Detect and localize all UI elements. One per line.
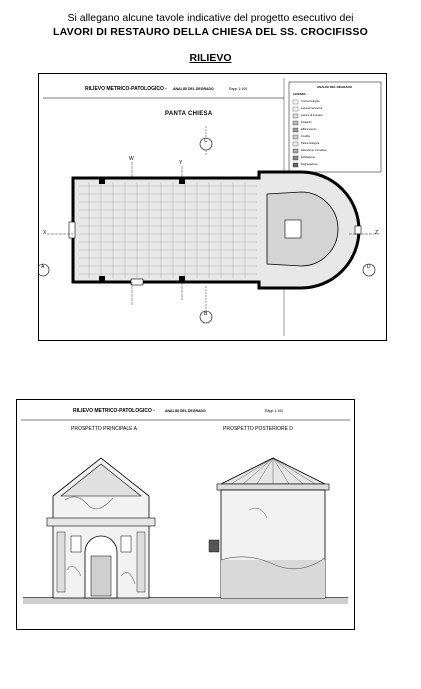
elevation-right-label: PROSPETTO POSTERIORE D xyxy=(223,426,293,432)
project-title: LAVORI DI RESTAURO DELLA CHIESA DEL SS. CROCIFISSO xyxy=(53,26,368,38)
legend-item: Lacune/mancanze xyxy=(301,107,323,110)
legend-title: ANALISI DEL DEGRADO xyxy=(317,85,352,89)
plan-label: PANTA CHIESA xyxy=(165,111,213,117)
church-floor-plan xyxy=(69,172,361,288)
section-z-label: Z xyxy=(375,230,379,236)
legend-item: Lacune di intonaco xyxy=(301,114,323,117)
section-y-label: Y xyxy=(179,160,183,166)
intro-text: Si allegano alcune tavole indicative del progetto esecutivo dei xyxy=(67,12,354,24)
elevation-drawings xyxy=(17,400,354,629)
marker-south: B xyxy=(204,311,208,317)
sheet2-title: RILIEVO METRICO-PATOLOGICO - xyxy=(73,408,155,414)
section-title: RILIEVO xyxy=(189,52,232,64)
legend-item: Patina biologica xyxy=(301,142,320,145)
facade-rear xyxy=(209,458,329,598)
marker-north: C xyxy=(204,138,208,144)
marker-west: A xyxy=(41,264,45,270)
legend-item: Crosta biologica xyxy=(301,100,320,103)
legend-item: Distacchi xyxy=(301,121,312,124)
section-x-label: X xyxy=(43,230,47,236)
elevation-drawing-sheet xyxy=(16,399,355,630)
legend-swatches xyxy=(293,100,298,167)
sheet1-title: RILIEVO METRICO-PATOLOGICO - xyxy=(85,86,167,92)
sheet2-scale: Rapp.1:100 xyxy=(265,409,284,413)
sheet2-subtitle: ANALISI DEL DEGRADO xyxy=(165,409,206,413)
legend-item: Umidità xyxy=(301,135,310,138)
sheet1-subtitle: ANALISI DEL DEGRADO xyxy=(173,87,214,91)
section-w-label: W xyxy=(129,156,134,162)
legend-item: Alterazione cromatica xyxy=(301,149,326,152)
sheet1-scale: Rapp.1:100 xyxy=(229,87,248,91)
elevation-left-label: PROSPETTO PRINCIPALE A xyxy=(71,426,137,432)
facade-main xyxy=(47,458,155,598)
legend-item: Efflorescenze xyxy=(301,128,317,131)
marker-east: D xyxy=(367,264,371,270)
legend-item: Disgregazione xyxy=(301,163,318,166)
plan-drawing-sheet xyxy=(38,73,387,341)
legend-heading: LEGENDA xyxy=(293,93,306,96)
legend-item: Esfoliazione xyxy=(301,156,315,159)
